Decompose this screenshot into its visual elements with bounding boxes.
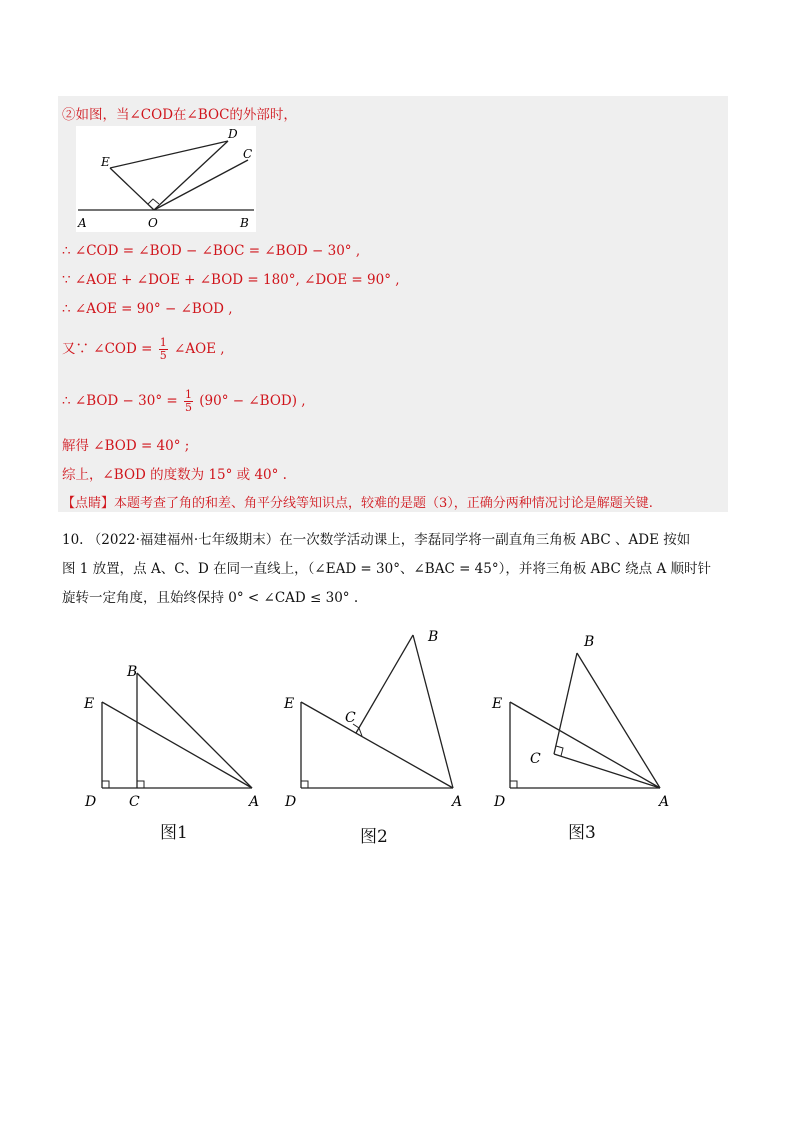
fraction-denominator: 5: [184, 401, 192, 414]
angle-diagram: [76, 126, 256, 232]
case-figure: [76, 126, 256, 232]
label-O: O: [148, 216, 158, 230]
triangle-figures: [70, 620, 730, 850]
fraction-denominator: 5: [159, 349, 167, 362]
fig3-label-D: D: [494, 794, 506, 810]
fig1-label-B: B: [127, 664, 138, 680]
label-B: B: [240, 216, 249, 230]
comment-line: 【点睛】本题考查了角的和差、角平分线等知识点，较难的是题（3），正确分两种情况讨论是解题关键.: [62, 496, 653, 511]
step-1: ∴ ∠COD = ∠BOD − ∠BOC = ∠BOD − 30° ,: [62, 243, 361, 259]
ray-OC: [154, 160, 248, 210]
step-2: ∵ ∠AOE + ∠DOE + ∠BOD = 180°, ∠DOE = 90° ,: [62, 272, 400, 288]
fig1-label-C: C: [129, 794, 140, 810]
right-angle-mark: [148, 199, 159, 204]
step-5-suffix: (90° − ∠BOD) ,: [199, 393, 306, 409]
fig2-label-D: D: [285, 794, 297, 810]
figure-1-caption: 图1: [160, 823, 188, 843]
question-line-3: 旋转一定角度，且始终保持 0° < ∠CAD ≤ 30° .: [62, 590, 359, 606]
fig1-label-A: A: [249, 794, 260, 810]
figure-3-caption: 图3: [568, 823, 596, 843]
fig3-label-E: E: [492, 696, 503, 712]
figure-3: [491, 634, 669, 810]
step-4-prefix: 又∵ ∠COD =: [62, 341, 153, 357]
fig3-label-C: C: [530, 751, 541, 767]
fraction-one-fifth: [159, 337, 168, 362]
question-line-2: 图 1 放置，点 A、C、D 在同一直线上，（∠EAD = 30°、∠BAC = 45°），并将三角板 ABC 绕点 A 顺时针: [62, 561, 712, 577]
ray-OD: [154, 141, 228, 210]
fraction-one-fifth: [184, 389, 193, 414]
question-line-1: 10. （2022·福建福州·七年级期末）在一次数学活动课上，李磊同学将一副直角三角板 ABC 、ADE 按如: [62, 532, 691, 548]
step-5-prefix: ∴ ∠BOD − 30° =: [62, 393, 178, 409]
fig2-label-B: B: [428, 629, 439, 645]
summary-line: 综上，∠BOD 的度数为 15° 或 40° .: [62, 467, 287, 483]
ray-OE: [110, 168, 154, 210]
case-heading: ②如图，当∠COD在∠BOC的外部时，: [62, 107, 297, 123]
figure-1: [83, 664, 259, 810]
fig3-label-B: B: [584, 634, 595, 650]
fig1-label-E: E: [84, 696, 95, 712]
step-3: ∴ ∠AOE = 90° − ∠BOD ,: [62, 301, 233, 317]
label-C: C: [243, 147, 253, 161]
fraction-numerator: 1: [159, 336, 167, 349]
figure-2-caption: 图2: [360, 827, 388, 847]
label-E: E: [101, 155, 110, 169]
fig2-label-A: A: [452, 794, 463, 810]
solve-line: 解得 ∠BOD = 40° ;: [62, 438, 190, 454]
step-4: [62, 337, 225, 362]
step-4-suffix: ∠AOE ,: [174, 341, 225, 357]
segment-ED: [110, 141, 228, 168]
label-A: A: [78, 216, 87, 230]
step-5: [62, 389, 306, 414]
label-D: D: [228, 127, 238, 141]
fig3-label-A: A: [659, 794, 670, 810]
fraction-numerator: 1: [184, 388, 192, 401]
figure-2: [283, 629, 462, 810]
fig2-label-C: C: [345, 710, 356, 726]
fig2-label-E: E: [284, 696, 295, 712]
fig1-label-D: D: [85, 794, 97, 810]
